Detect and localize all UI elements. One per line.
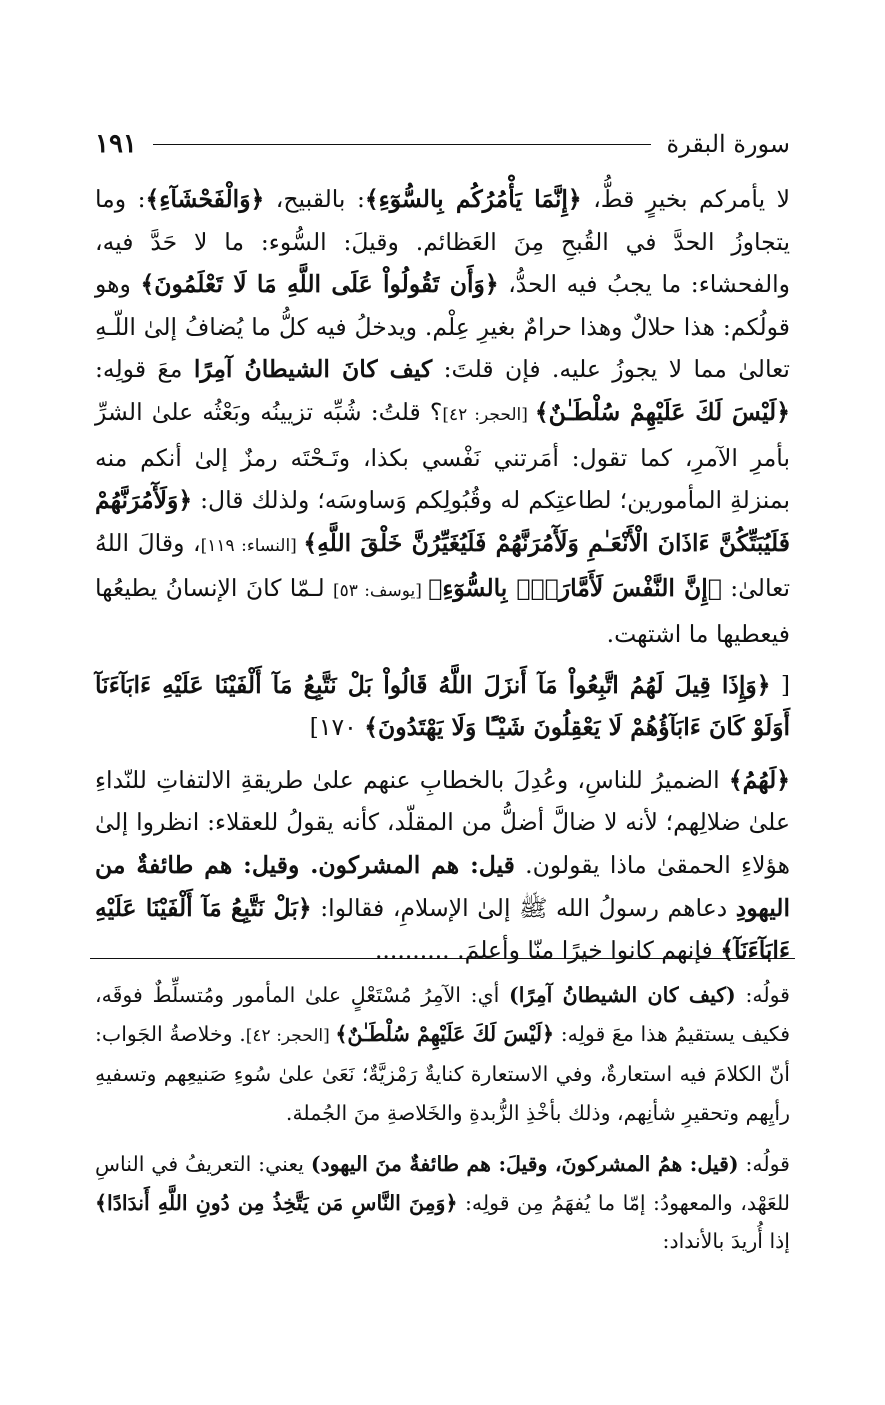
- text-run: لـمّا كانَ الإنسانُ يطيعُها فيعطيها ما اشتهت.: [95, 574, 790, 648]
- text-run: فإنهم كانوا خيرًا منّا وأعلمَ. ..........: [374, 936, 721, 965]
- quran-reference: [الحجر: ٤٢]: [442, 404, 535, 425]
- header-rule: [153, 144, 651, 145]
- text-run: قولُه:: [738, 1151, 790, 1176]
- surah-title: سورة البقرة: [666, 130, 790, 158]
- verse-line: [95, 664, 790, 749]
- quran-quote: ﴿وَمِنَ النَّاسِ مَن يَتَّخِذُ مِن دُونِ اللَّهِ أَندَادًا﴾: [95, 1190, 458, 1215]
- text-run: ، وقالَ اللهُ تعالىٰ:: [95, 528, 790, 603]
- text-run: دعاهم رسولُ الله ﷺ إلىٰ الإسلامِ، فقالوا:: [311, 893, 736, 922]
- text-run: الضميرُ للناسِ، وعُدِلَ بالخطابِ عنهم علىٰ طريقةِ الالتفاتِ للنّداءِ علىٰ ضلالِهم؛ لأنه لا ضالَّ أضلُّ من المقلّد، كأنه يقولُ للعقلاء: انظروا إلىٰ هؤلاءِ الحمقىٰ ماذا يقولون.: [95, 765, 791, 879]
- quran-quote: ﴿وَلَأٓمُرَنَّهُمْ فَلَيُبَتِّكُنَّ ءَاذَانَ الْأَنْعَـٰمِ وَلَأٓمُرَنَّهُمْ فَلَيُغَيِّرُنَّ خَلْقَ اللَّهِ﴾: [95, 486, 790, 557]
- footnote-1: [95, 976, 790, 1133]
- quran-quote: ﴿بَلْ نَتَّبِعُ مَآ أَلْفَيْنَا عَلَيْهِ ءَابَآءَنَآ﴾: [95, 893, 790, 965]
- quran-quote: ﴿وَالْفَحْشَآءِ﴾: [145, 185, 265, 213]
- commentary-paragraph-1: [95, 178, 790, 656]
- bold-phrase: كيف كانَ الشيطانُ آمِرًا: [193, 355, 433, 384]
- text-run: إذا أُريدَ بالأنداد:: [662, 1229, 790, 1254]
- footnotes: [95, 976, 790, 1261]
- text-run: [: [770, 670, 791, 699]
- quran-quote: ﴿لَيْسَ لَكَ عَلَيْهِمْ سُلْطَـٰنٌ﴾: [335, 1021, 555, 1046]
- quran-quote: ﴿إِنَّ النَّفْسَ لَأَمَّارَةٌۢ بِالسُّوٓءِ﴾: [428, 574, 722, 603]
- text-run: ؟ قلتُ: شُبِّه تزيينُه وبَعْثُه علىٰ الشرِّ بأمرِ الآمرِ، كما تقول: أمَرتني نَفْسي بكذا، وتَـحْتَه رمزٌ إلىٰ أنكم منه بمنزلةِ المأمورين؛ لطاعتِكم له وقُبُولِكم وَساوسَه؛ ولذلك قال:: [95, 397, 790, 515]
- text-run: معَ قولِه:: [95, 355, 194, 384]
- page-number: ١٩١: [95, 129, 137, 159]
- text-run: وهو قولُكم: هذا حلالٌ وهذا حرامٌ بغيرِ عِلْم. ويدخلُ فيه كلُّ ما يُضافُ إلىٰ اللّـهِ تعالىٰ مما لا يجوزُ عليه. فإن قلتَ:: [95, 270, 790, 384]
- main-text: [95, 178, 790, 972]
- quran-reference: [يوسف: ٥٣]: [332, 581, 429, 602]
- footnote-2: [95, 1145, 790, 1261]
- text-run: : وما يتجاوزُ الحدَّ في القُبحِ مِنَ العَظائم. وقيلَ: السُّوء: ما لا حَدَّ فيه، والفحشاء: ما يجبُ فيه الحدُّ،: [95, 185, 790, 299]
- text-run: أي: الآمِرُ مُسْتَعْلٍ علىٰ المأمور ومُتسلِّطٌ فوقَه، فكيف يستقيمُ هذا معَ قولِه:: [95, 983, 791, 1046]
- quran-reference: [الحجر: ٤٢]: [245, 1025, 336, 1046]
- quran-reference: [النساء: ١١٩]: [200, 535, 304, 556]
- bold-phrase: (قيل: همُ المشركونَ، وقيلَ: هم طائفةٌ منَ اليهود): [310, 1151, 739, 1176]
- text-run: ١٧٠]: [309, 713, 365, 742]
- quran-quote: ﴿لَيْسَ لَكَ عَلَيْهِمْ سُلْطَـٰنٌ﴾: [534, 397, 790, 426]
- text-run: لا يأمركم بخيرٍ قطُّ،: [581, 185, 791, 213]
- text-run: يعني: التعريفُ في الناسِ للعَهْد، والمعهودُ: إمّا ما يُفهَمُ مِن قولِه:: [95, 1151, 790, 1215]
- text-run: قولُه:: [735, 983, 790, 1007]
- quran-quote: ﴿وَأَن تَقُولُواْ عَلَى اللَّهِ مَا لَا تَعْلَمُونَ﴾: [140, 270, 499, 299]
- footnote-divider: [90, 958, 795, 959]
- quran-quote: ﴿وَإِذَا قِيلَ لَهُمُ اتَّبِعُواْ مَآ أَنزَلَ اللَّهُ قَالُواْ بَلْ نَتَّبِعُ مَآ أَلْفَيْنَا عَلَيْهِ ءَابَآءَنَآ أَوَلَوْ كَانَ ءَابَآؤُهُمْ لَا يَعْقِلُونَ شَيْـًٔا وَلَا يَهْتَدُونَ﴾: [95, 670, 790, 742]
- page-header: [95, 122, 790, 166]
- text-run: . وخلاصةُ الجَواب: أنّ الكلامَ فيه استعارةٌ، وفي الاستعارة كنايةٌ رَمْزيَّةٌ؛ نَعَىٰ علىٰ سُوءِ صَنيعِهم وتسفيهِ رأيِهم وتحقيرِ شأنِهم، وذلك بأخْذِ الزُّبدةِ والخَلاصةِ منَ الجُملة.: [95, 1021, 790, 1126]
- bold-phrase: قيل: هم المشركون. وقيل: هم طائفةٌ من اليهودِ: [95, 850, 790, 922]
- commentary-paragraph-2: [95, 759, 790, 972]
- text-run: : بالقبيح،: [264, 185, 365, 213]
- quran-quote: ﴿إِنَّمَا يَأْمُرُكُم بِالسُّوٓءِ﴾: [364, 185, 582, 213]
- quran-quote: ﴿لَهُمُ﴾: [728, 765, 790, 794]
- bold-phrase: (كيف كان الشيطانُ آمِرًا): [509, 983, 736, 1007]
